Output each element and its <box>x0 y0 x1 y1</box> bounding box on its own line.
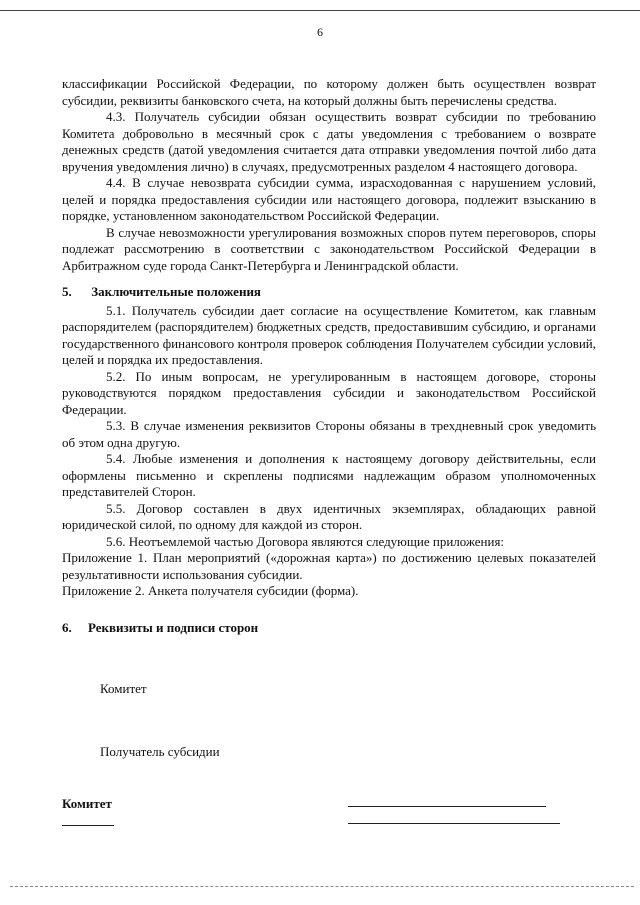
paragraph-5-6: 5.6. Неотъемлемой частью Договора являются следующие приложения: <box>106 533 505 549</box>
top-border-line <box>0 10 640 11</box>
recipient-label: Получатель субсидии <box>100 744 220 759</box>
section-6-number: 6. <box>62 619 72 635</box>
section-5-number: 5. <box>62 284 72 299</box>
paragraph-5-5: 5.5. Договор составлен в двух идентичных экземплярах, обладающих равной юридической силой, по одному для каждой из сторон. <box>62 500 596 532</box>
paragraph-disputes: В случае невозможности урегулирования возможных споров путем переговоров, споры подлежат рассмотрению в соответствии с законодательством Российской Федерации в Арбитражном суде города Санкт-Петербурга и Ленинградской области. <box>62 224 596 273</box>
paragraph-4-3: 4.3. Получатель субсидии обязан осуществить возврат субсидии по требованию Комитета добровольно в месячный срок с даты уведомления с требованием о возврате денежных средств (датой уведомления считается дата отправки уведомления почтой либо дата вручения уведомления лично) в случаях, предусмотренных разделом 4 настоящего договора. <box>62 109 596 174</box>
section-6-heading <box>62 620 596 637</box>
signature-line-2 <box>348 823 560 824</box>
paragraph-5-4: 5.4. Любые изменения и дополнения к настоящему договору действительны, если оформлены письменно и скреплены подписями надлежащим образом уполномоченных представителей Сторон. <box>62 451 596 499</box>
paragraph-4-4: 4.4. В случае невозврата субсидии сумма, израсходованная с нарушением условий, целей и порядка предоставления субсидии или настоящего договора, подлежит взысканию в порядке, установленном законодательством Российской Федерации. <box>62 175 596 223</box>
section-6-title: Реквизиты и подписи сторон <box>88 619 259 635</box>
page-number: 6 <box>317 25 323 39</box>
signature-line-short <box>62 825 114 826</box>
committee-label: Комитет <box>100 681 147 696</box>
appendix-2: Приложение 2. Анкета получателя субсидии (форма). <box>62 583 359 598</box>
section-5-title: Заключительные положения <box>91 284 261 299</box>
paragraph-5-3: 5.3. В случае изменения реквизитов Стороны обязаны в трехдневный срок уведомить об этом одна другую. <box>62 418 596 450</box>
bottom-border-line <box>10 886 634 887</box>
appendix-1: Приложение 1. План мероприятий («дорожная карта») по достижению целевых показателей результативности использования субсидии. <box>62 550 596 582</box>
signature-line-1 <box>348 806 546 807</box>
paragraph-5-1: 5.1. Получатель субсидии дает согласие на осуществление Комитетом, как главным распорядителем (распорядителем) бюджетных средств, предоставившим субсидию, и органами государственного финансового контроля проверок соблюдения Получателем субсидии условий, целей и порядка их предоставления. <box>62 302 596 367</box>
paragraph-5-2: 5.2. По иным вопросам, не урегулированным в настоящем договоре, стороны руководствуются порядком предоставления субсидии и законодательством Российской Федерации. <box>62 368 596 417</box>
paragraph-continuation: классификации Российской Федерации, по которому должен быть осуществлен возврат субсидии, реквизиты банковского счета, на который должны быть перечислены средства. <box>62 76 596 108</box>
committee-signature-label: Комитет <box>62 796 112 811</box>
section-5-heading <box>62 284 596 301</box>
document-body <box>62 76 596 636</box>
